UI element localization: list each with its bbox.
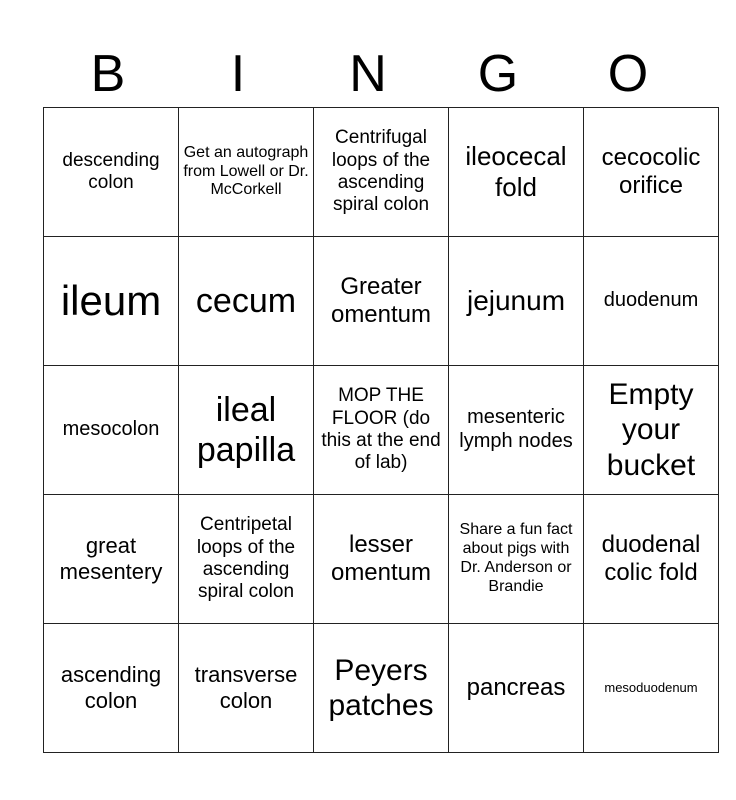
bingo-header [43, 40, 693, 108]
bingo-cell[interactable] [44, 108, 179, 237]
bingo-cell[interactable] [44, 624, 179, 753]
bingo-cell[interactable] [314, 237, 449, 366]
cell-text: lesser omentum [330, 530, 432, 586]
cell-text: ileum [60, 277, 162, 325]
header-letter-b: B [90, 45, 126, 103]
bingo-cell[interactable] [449, 495, 584, 624]
bingo-cell[interactable] [44, 237, 179, 366]
cell-text: Greater omentum [330, 272, 432, 328]
cell-text: Get an autograph from Lowell or Dr. McCorkell [183, 143, 309, 199]
bingo-cell[interactable] [449, 237, 584, 366]
bingo-cell[interactable] [584, 624, 719, 753]
board-row-5 [44, 624, 719, 753]
bingo-cell[interactable] [179, 366, 314, 495]
cell-text: Peyers patches [328, 653, 434, 722]
cell-text: mesenteric lymph nodes [459, 406, 573, 452]
bingo-cell[interactable] [314, 108, 449, 237]
bingo-cell[interactable] [314, 624, 449, 753]
cell-text: mesocolon [62, 418, 160, 441]
header-letter-n: N [349, 45, 387, 103]
cell-text: Empty your bucket [606, 377, 696, 482]
board-row-3 [44, 366, 719, 495]
bingo-cell[interactable] [44, 366, 179, 495]
bingo-cell[interactable] [179, 624, 314, 753]
cell-text: cecocolic orifice [601, 143, 701, 199]
cell-text: cecum [195, 281, 297, 320]
board-row-4 [44, 495, 719, 624]
cell-text: MOP THE FLOOR (do this at the end of lab) [321, 385, 441, 474]
board-row-2 [44, 237, 719, 366]
board-row-1 [44, 108, 719, 237]
bingo-cell[interactable] [314, 366, 449, 495]
header-letter-g: G [477, 45, 519, 103]
cell-text: duodenum [603, 289, 699, 312]
bingo-cell[interactable] [449, 624, 584, 753]
bingo-cell[interactable] [314, 495, 449, 624]
cell-text: great mesentery [59, 533, 163, 584]
cell-text: ileocecal fold [465, 141, 567, 202]
bingo-cell[interactable] [179, 237, 314, 366]
cell-text: mesoduodenum [604, 680, 698, 696]
bingo-board [43, 107, 719, 753]
bingo-cell[interactable] [179, 495, 314, 624]
cell-text: descending colon [62, 149, 160, 193]
bingo-cell[interactable] [44, 495, 179, 624]
cell-text: duodenal colic fold [601, 530, 701, 586]
bingo-cell[interactable] [449, 108, 584, 237]
cell-text: pancreas [466, 673, 566, 701]
bingo-cell[interactable] [584, 366, 719, 495]
bingo-cell[interactable] [584, 237, 719, 366]
bingo-cell[interactable] [179, 108, 314, 237]
cell-text: jejunum [466, 285, 566, 317]
header-letter-i: I [230, 45, 246, 103]
bingo-cell[interactable] [449, 366, 584, 495]
cell-text: Centripetal loops of the ascending spiral colon [196, 514, 296, 603]
header-letter-o: O [607, 45, 649, 103]
cell-text: ileal papilla [196, 390, 296, 469]
cell-text: Share a fun fact about pigs with Dr. Anderson or Brandie [459, 521, 573, 595]
bingo-cell[interactable] [584, 108, 719, 237]
cell-text: transverse colon [194, 662, 298, 713]
cell-text: Centrifugal loops of the ascending spiral colon [331, 127, 431, 216]
cell-text: ascending colon [60, 662, 162, 713]
bingo-cell[interactable] [584, 495, 719, 624]
